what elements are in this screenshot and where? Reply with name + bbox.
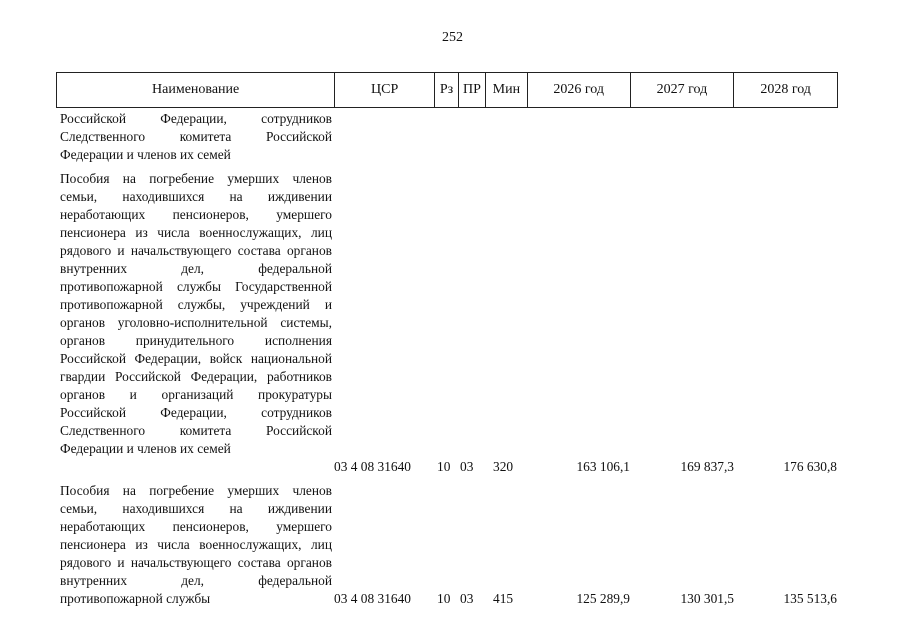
row-csr: 03 4 08 31640: [334, 459, 411, 474]
header-csr: ЦСР: [335, 73, 435, 107]
header-min: Мин: [486, 73, 528, 107]
row-2027: 130 301,5: [680, 591, 734, 606]
header-2028: 2028 год: [760, 82, 811, 97]
row-2026: 163 106,1: [576, 459, 630, 474]
header-name: Наименование: [57, 73, 335, 107]
table-row: [56, 110, 838, 164]
row-name: Пособия на погребение умерших членов семьи, находившихся на иждивении неработающих пенсионеров, умершего пенсионера из числа военнослужащих, лиц рядового и начальствующего состава органов внутренних дел, федеральной противопожарной службы: [60, 483, 332, 606]
row-name: Пособия на погребение умерших членов семьи, находившихся на иждивении неработающих пенсионеров, умершего пенсионера из числа военнослужащих, лиц рядового и начальствующего состава органов внутренних дел, федеральной противопожарной службы Государственной противопожарной службы, учреждений и органов уголовно-исполнительной системы, органов принудительного исполнения Российской Федерации, войск национальной гвардии Российской Федерации, работников органов и организаций прокуратуры Российской Федерации, сотрудников Следственного комитета Российской Федерации и членов их семей: [60, 171, 332, 456]
row-2027: 169 837,3: [680, 459, 734, 474]
table-header: [56, 72, 838, 108]
row-name: Российской Федерации, сотрудников Следственного комитета Российской Федерации и членов их семей: [60, 111, 332, 162]
table-row: [56, 170, 838, 476]
row-2028: 135 513,6: [783, 591, 837, 606]
row-csr: 03 4 08 31640: [334, 591, 411, 606]
row-rz: 10: [437, 459, 451, 474]
table-body: [56, 110, 838, 608]
page-number: 252: [442, 30, 463, 45]
row-min: 415: [493, 591, 514, 606]
row-pr: 03: [460, 591, 474, 606]
row-pr: 03: [460, 459, 474, 474]
header-2027: 2027 год: [631, 73, 735, 107]
table-row: [56, 482, 838, 608]
header-pr: ПР: [459, 73, 486, 107]
header-2026: 2026 год: [528, 73, 631, 107]
row-2026: 125 289,9: [576, 591, 630, 606]
row-rz: 10: [437, 591, 451, 606]
header-rz: Рз: [435, 73, 459, 107]
row-min: 320: [493, 459, 514, 474]
row-2028: 176 630,8: [783, 459, 837, 474]
